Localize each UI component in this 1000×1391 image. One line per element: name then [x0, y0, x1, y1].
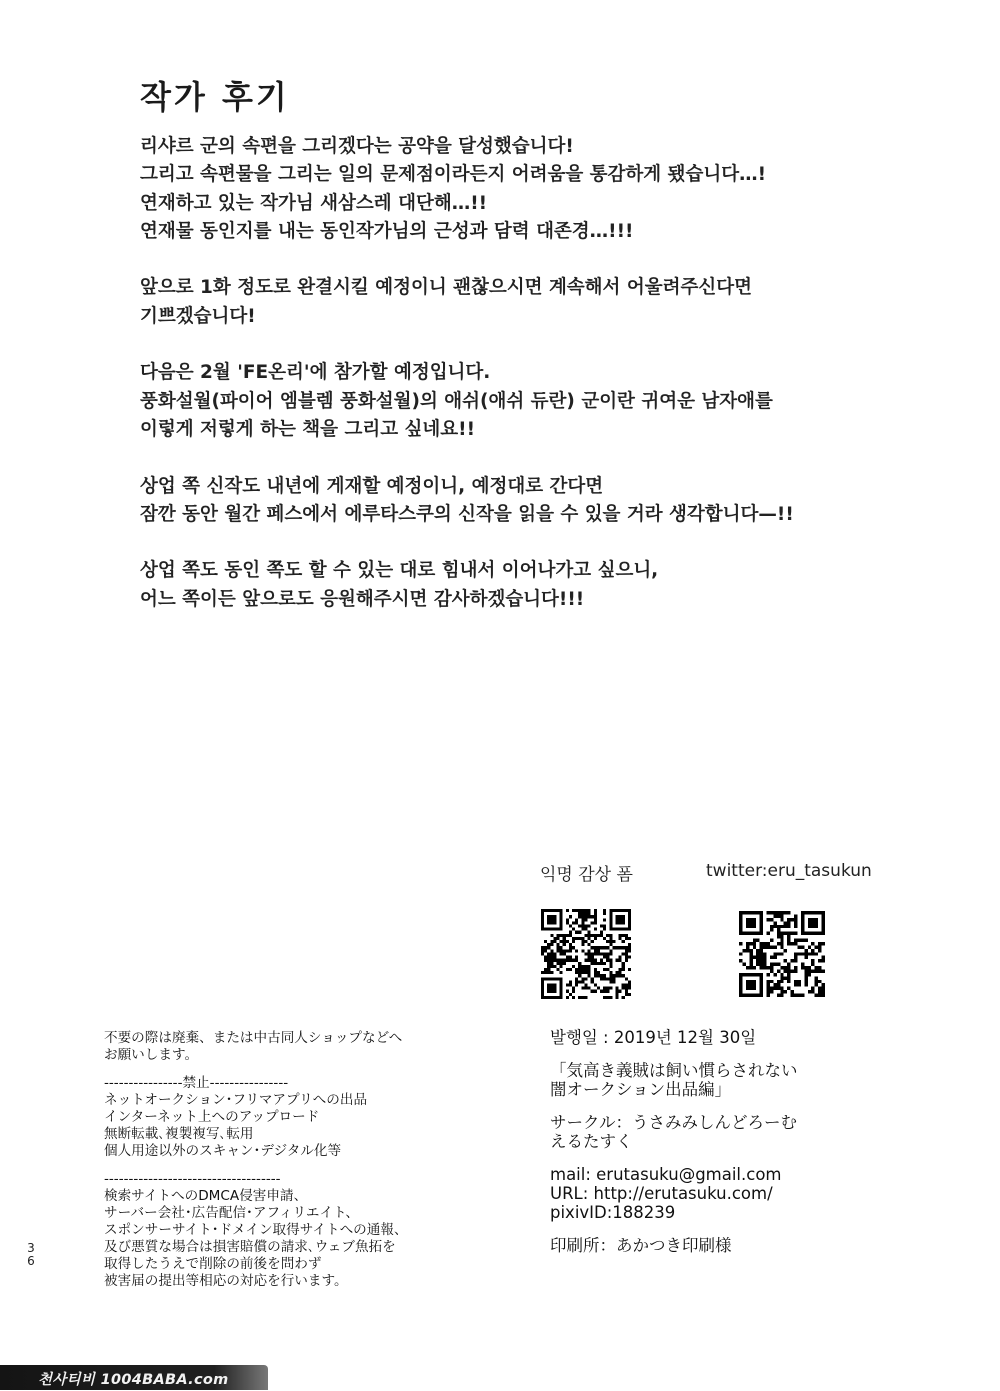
page-number-digit: 3 [27, 1241, 35, 1255]
afterword-heading: 작가 후기 [140, 78, 290, 116]
text-line: 풍화설월(파이어 엠블렘 풍화설월)의 애쉬(애쉬 듀란) 군이란 귀여운 남자애를 [140, 390, 773, 412]
page-number-digit: 6 [27, 1254, 35, 1268]
text-line: 연재물 동인지를 내는 동인작가님의 근성과 담력 대존경…!!! [140, 220, 634, 242]
prohibited-header: ----------------禁止---------------- [104, 1075, 289, 1091]
text-line: 그리고 속편물을 그리는 일의 문제점이라든지 어려움을 통감하게 됐습니다…! [140, 164, 767, 186]
afterword-paragraph [140, 557, 960, 614]
notice-line: サーバー会社･広告配信･アフィリエイト、 [104, 1205, 360, 1221]
circle-name: えるたすく [550, 1132, 633, 1151]
contact-url: URL: http://erutasuku.com/ [550, 1184, 773, 1203]
text-line: 앞으로 1화 정도로 완결시킬 예정이니 괜찮으시면 계속해서 어울려주신다면 [140, 277, 752, 299]
survey-form-label: 익명 감상 폼 [540, 865, 633, 885]
site-watermark [0, 1365, 268, 1390]
afterword-paragraph [140, 473, 960, 530]
notice-line: 不要の際は廃棄、または中古同人ショップなどへ [104, 1030, 403, 1046]
notice-line: お願いします。 [104, 1047, 199, 1063]
text-line: 어느 쪽이든 앞으로도 응원해주시면 감사하겠습니다!!! [140, 588, 585, 610]
contact-mail: mail: erutasuku@gmail.com [550, 1165, 782, 1184]
afterword-paragraph [140, 359, 960, 444]
text-line: 리샤르 군의 속편을 그리겠다는 공약을 달성했습니다! [140, 136, 574, 157]
afterword-paragraph [140, 274, 960, 331]
publish-date: 발행일 : 2019년 12월 30일 [550, 1028, 757, 1047]
printer-name: 印刷所：あかつき印刷様 [550, 1236, 732, 1255]
text-line: 이렇게 저렇게 하는 책을 그리고 싶네요!! [140, 418, 476, 440]
twitter-handle-label: twitter:eru_tasukun [706, 861, 872, 881]
notice-line: ネットオークション･フリマアプリへの出品 [104, 1092, 368, 1108]
text-line: 상업 쪽 신작도 내년에 게재할 예정이니, 예정대로 간다면 [140, 475, 604, 497]
watermark-text: 천사티비 1004BABA.com [38, 1372, 229, 1388]
text-line: 기쁘겠습니다! [140, 305, 256, 327]
text-line: 잠깐 동안 월간 페스에서 에루타스쿠의 신작을 읽을 수 있을 거라 생각합니다—!! [140, 503, 794, 525]
notice-line: 被害届の提出等相応の対応を行います。 [104, 1273, 348, 1289]
notice-line: 無断転載､複製複写､転用 [104, 1126, 254, 1142]
survey-qr-code[interactable] [541, 909, 631, 999]
afterword-body [140, 133, 960, 642]
contact-pixiv: pixivID:188239 [550, 1203, 676, 1222]
text-line: 다음은 2월 'FE온리'에 참가할 예정입니다. [140, 362, 491, 384]
page-number [26, 1242, 36, 1268]
notice-line: インターネット上へのアップロード [104, 1109, 320, 1125]
book-title: 闇オークション出品編」 [550, 1080, 732, 1099]
notice-line: 個人用途以外のスキャン･デジタル化等 [104, 1143, 342, 1159]
twitter-qr-code[interactable] [739, 911, 825, 997]
afterword-paragraph [140, 133, 960, 246]
divider: ------------------------------------ [104, 1171, 281, 1187]
usage-notice [104, 1030, 484, 1290]
qr-code-icon [541, 909, 631, 999]
colophon [550, 1028, 970, 1269]
notice-line: 検索サイトへのDMCA侵害申請、 [104, 1188, 308, 1204]
notice-line: 取得したうえで削除の前後を問わず [104, 1256, 322, 1272]
notice-line: 及び悪質な場合は損害賠償の請求､ウェブ魚拓を [104, 1239, 396, 1255]
qr-code-icon [739, 911, 825, 997]
circle-name: サークル：うさみみしんどろーむ [550, 1113, 798, 1132]
text-line: 상업 쪽도 동인 쪽도 할 수 있는 대로 힘내서 이어나가고 싶으니, [140, 560, 659, 582]
book-title: 「気高き義賊は飼い慣らされない [550, 1061, 798, 1080]
notice-line: スポンサーサイト･ドメイン取得サイトへの通報、 [104, 1222, 408, 1238]
text-line: 연재하고 있는 작가님 새삼스레 대단해…!! [140, 192, 488, 214]
